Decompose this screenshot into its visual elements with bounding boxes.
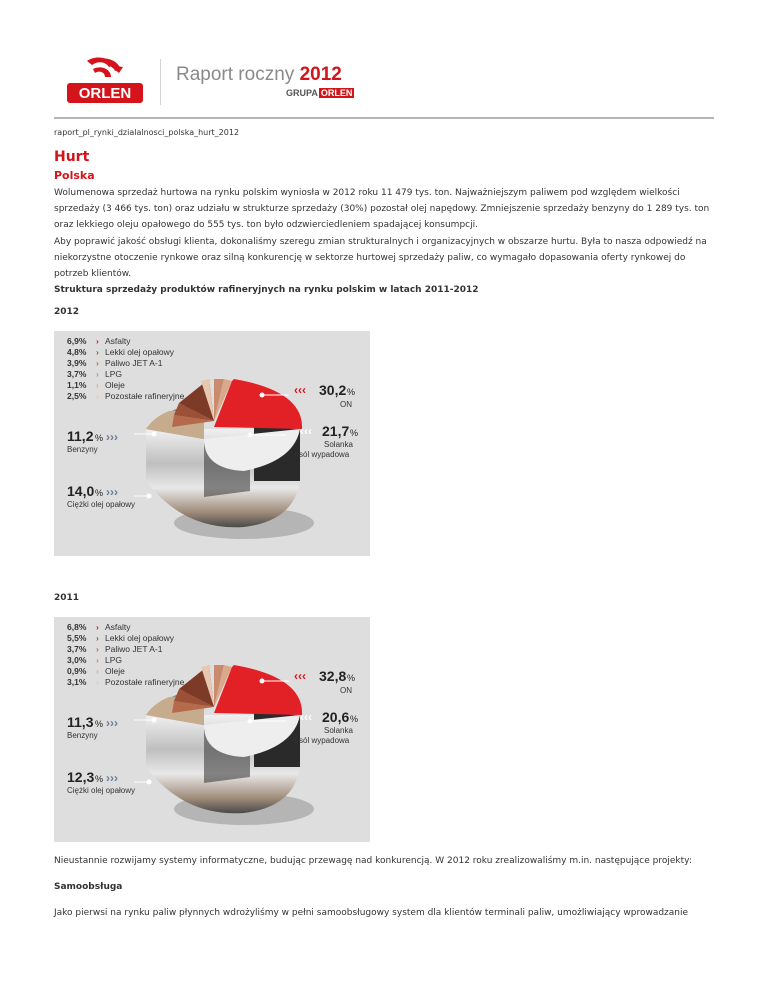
solanka-text-2: i sól wypadowa xyxy=(295,736,350,745)
svg-text:›: › xyxy=(96,633,99,643)
svg-text:›››: ››› xyxy=(106,771,118,785)
grupa-orlen-label xyxy=(286,88,354,98)
header-divider xyxy=(160,59,161,105)
text-line: potrzeb klientów. xyxy=(54,269,132,279)
svg-text:›: › xyxy=(96,644,99,654)
legend-list xyxy=(67,622,185,687)
solanka-text: Solanka xyxy=(324,440,353,449)
benzyny-value: 11,2 xyxy=(67,428,94,444)
list-pct: 6,9% xyxy=(67,336,87,346)
benzyny-value: 11,3 xyxy=(67,714,94,730)
text-line: Nieustannie rozwijamy systemy informatyczne, budując przewagę nad konkurencją. W 2012 roku zrealizowaliśmy m.in. następujące projekty: xyxy=(54,856,692,866)
report-year: 2012 xyxy=(299,64,342,85)
ciezki-pct: % xyxy=(95,774,104,784)
solanka-text: Solanka xyxy=(324,726,353,735)
svg-text:›: › xyxy=(96,369,99,379)
section-subtitle: Polska xyxy=(54,169,95,182)
ciezki-text: Ciężki olej opałowy xyxy=(67,500,136,509)
list-pct: 4,8% xyxy=(67,347,87,357)
svg-text:›: › xyxy=(96,358,99,368)
ciezki-value: 12,3 xyxy=(67,769,95,785)
list-label: Pozostałe rafineryjne xyxy=(105,391,185,401)
text-line: Jako pierwsi na rynku paliw płynnych wdrożyliśmy w pełni samoobsługowy system dla klientów terminali paliw, umożliwiający wprowadzanie xyxy=(54,908,689,918)
benzyny-text: Benzyny xyxy=(67,731,98,740)
benzyny-label xyxy=(67,428,118,454)
svg-text:›: › xyxy=(96,622,99,632)
svg-text:‹‹‹: ‹‹‹ xyxy=(294,669,306,683)
on-pct: % xyxy=(347,387,356,397)
list-label: LPG xyxy=(105,369,123,379)
list-label: LPG xyxy=(105,655,123,665)
on-text: ON xyxy=(340,400,352,409)
on-pct: % xyxy=(347,673,356,683)
paragraph-3 xyxy=(54,853,716,869)
grupa-badge: ORLEN xyxy=(320,88,353,98)
list-label: Asfalty xyxy=(105,622,131,632)
ciezki-label xyxy=(67,483,135,509)
chart-2012 xyxy=(54,331,370,556)
ciezki-text: Ciężki olej opałowy xyxy=(67,786,136,795)
ciezki-value: 14,0 xyxy=(67,483,95,499)
list-pct: 3,7% xyxy=(67,644,87,654)
svg-text:‹‹‹: ‹‹‹ xyxy=(300,710,312,724)
solanka-label xyxy=(295,709,358,745)
chart-section-title: Struktura sprzedaży produktów rafineryjnych na rynku polskim w latach 2011-2012 xyxy=(54,285,479,295)
list-label: Asfalty xyxy=(105,336,131,346)
svg-text:›: › xyxy=(96,347,99,357)
benzyny-pct: % xyxy=(95,433,104,443)
on-label xyxy=(294,382,355,409)
text-line: oraz lekkiego oleju opałowego do 555 tys. ton było odzwierciedleniem spadającej konsumpcji. xyxy=(54,220,478,230)
svg-text:‹‹‹: ‹‹‹ xyxy=(300,424,312,438)
text-line: Aby poprawić jakość obsługi klienta, dokonaliśmy szeregu zmian strukturalnych i organizacyjnych w obszarze hurtu. Była to nasza odpowiedź na xyxy=(54,237,707,247)
samoobsluga-heading: Samoobsługa xyxy=(54,882,123,892)
list-pct: 6,8% xyxy=(67,622,87,632)
svg-text:›: › xyxy=(96,666,99,676)
svg-text:›: › xyxy=(96,677,99,687)
solanka-pct: % xyxy=(350,428,359,438)
benzyny-pct: % xyxy=(95,719,104,729)
paragraph-4 xyxy=(54,905,716,921)
ciezki-label xyxy=(67,769,135,795)
solanka-text-2: i sól wypadowa xyxy=(295,450,350,459)
svg-text:›››: ››› xyxy=(106,716,118,730)
report-title-text: Raport roczny xyxy=(176,64,295,85)
list-label: Pozostałe rafineryjne xyxy=(105,677,185,687)
chart-2011 xyxy=(54,617,370,842)
svg-text:›: › xyxy=(96,336,99,346)
solanka-value: 20,6 xyxy=(322,709,350,725)
on-value: 32,8 xyxy=(319,668,347,684)
list-pct: 2,5% xyxy=(67,391,87,401)
list-pct: 5,5% xyxy=(67,633,87,643)
svg-text:›: › xyxy=(96,391,99,401)
paragraph-2 xyxy=(54,234,716,282)
text-line: sprzedaży (3 466 tys. ton) oraz udziału w strukturze sprzedaży (30%) pozostał olej napędowy. Zmniejszenie sprzedaży benzyny do 1 289 tys. ton xyxy=(54,204,710,214)
orlen-logo xyxy=(65,55,145,105)
paragraph-1 xyxy=(54,185,716,233)
text-line: Wolumenowa sprzedaż hurtowa na rynku polskim wyniosła w 2012 roku 11 479 tys. ton. Najważniejszym paliwem pod względem wielkości xyxy=(54,188,680,198)
svg-text:›››: ››› xyxy=(106,485,118,499)
benzyny-label xyxy=(67,714,118,740)
on-label xyxy=(294,668,355,695)
chart-year-label-2012: 2012 xyxy=(54,307,80,317)
list-label: Paliwo JET A-1 xyxy=(105,358,163,368)
header-rule xyxy=(54,117,714,119)
grupa-text: GRUPA xyxy=(286,88,318,98)
solanka-label xyxy=(295,423,358,459)
breadcrumb: raport_pl_rynki_dzialalnosci_polska_hurt_2012 xyxy=(54,128,240,137)
svg-text:›››: ››› xyxy=(106,430,118,444)
list-label: Paliwo JET A-1 xyxy=(105,644,163,654)
list-pct: 0,9% xyxy=(67,666,87,676)
list-label: Lekki olej opałowy xyxy=(105,347,174,357)
list-pct: 3,7% xyxy=(67,369,87,379)
list-pct: 3,0% xyxy=(67,655,87,665)
chart-year-label-2011: 2011 xyxy=(54,593,80,603)
svg-text:›: › xyxy=(96,380,99,390)
solanka-value: 21,7 xyxy=(322,423,350,439)
on-value: 30,2 xyxy=(319,382,347,398)
list-label: Oleje xyxy=(105,380,125,390)
list-pct: 3,1% xyxy=(67,677,87,687)
benzyny-text: Benzyny xyxy=(67,445,98,454)
list-pct: 1,1% xyxy=(67,380,87,390)
svg-text:ORLEN: ORLEN xyxy=(78,85,132,102)
svg-text:›: › xyxy=(96,655,99,665)
list-label: Oleje xyxy=(105,666,125,676)
list-pct: 3,9% xyxy=(67,358,87,368)
ciezki-pct: % xyxy=(95,488,104,498)
text-line: niekorzystne otoczenie rynkowe oraz silną konkurencję w sektorze hurtowej sprzedaży paliw, co wymagało dopasowania oferty rynkowej do xyxy=(54,253,686,263)
page-title: Hurt xyxy=(54,149,90,165)
solanka-pct: % xyxy=(350,714,359,724)
list-label: Lekki olej opałowy xyxy=(105,633,174,643)
svg-text:‹‹‹: ‹‹‹ xyxy=(294,383,306,397)
legend-list xyxy=(67,336,185,401)
report-title xyxy=(176,64,342,86)
on-text: ON xyxy=(340,686,352,695)
report-header xyxy=(54,55,714,115)
